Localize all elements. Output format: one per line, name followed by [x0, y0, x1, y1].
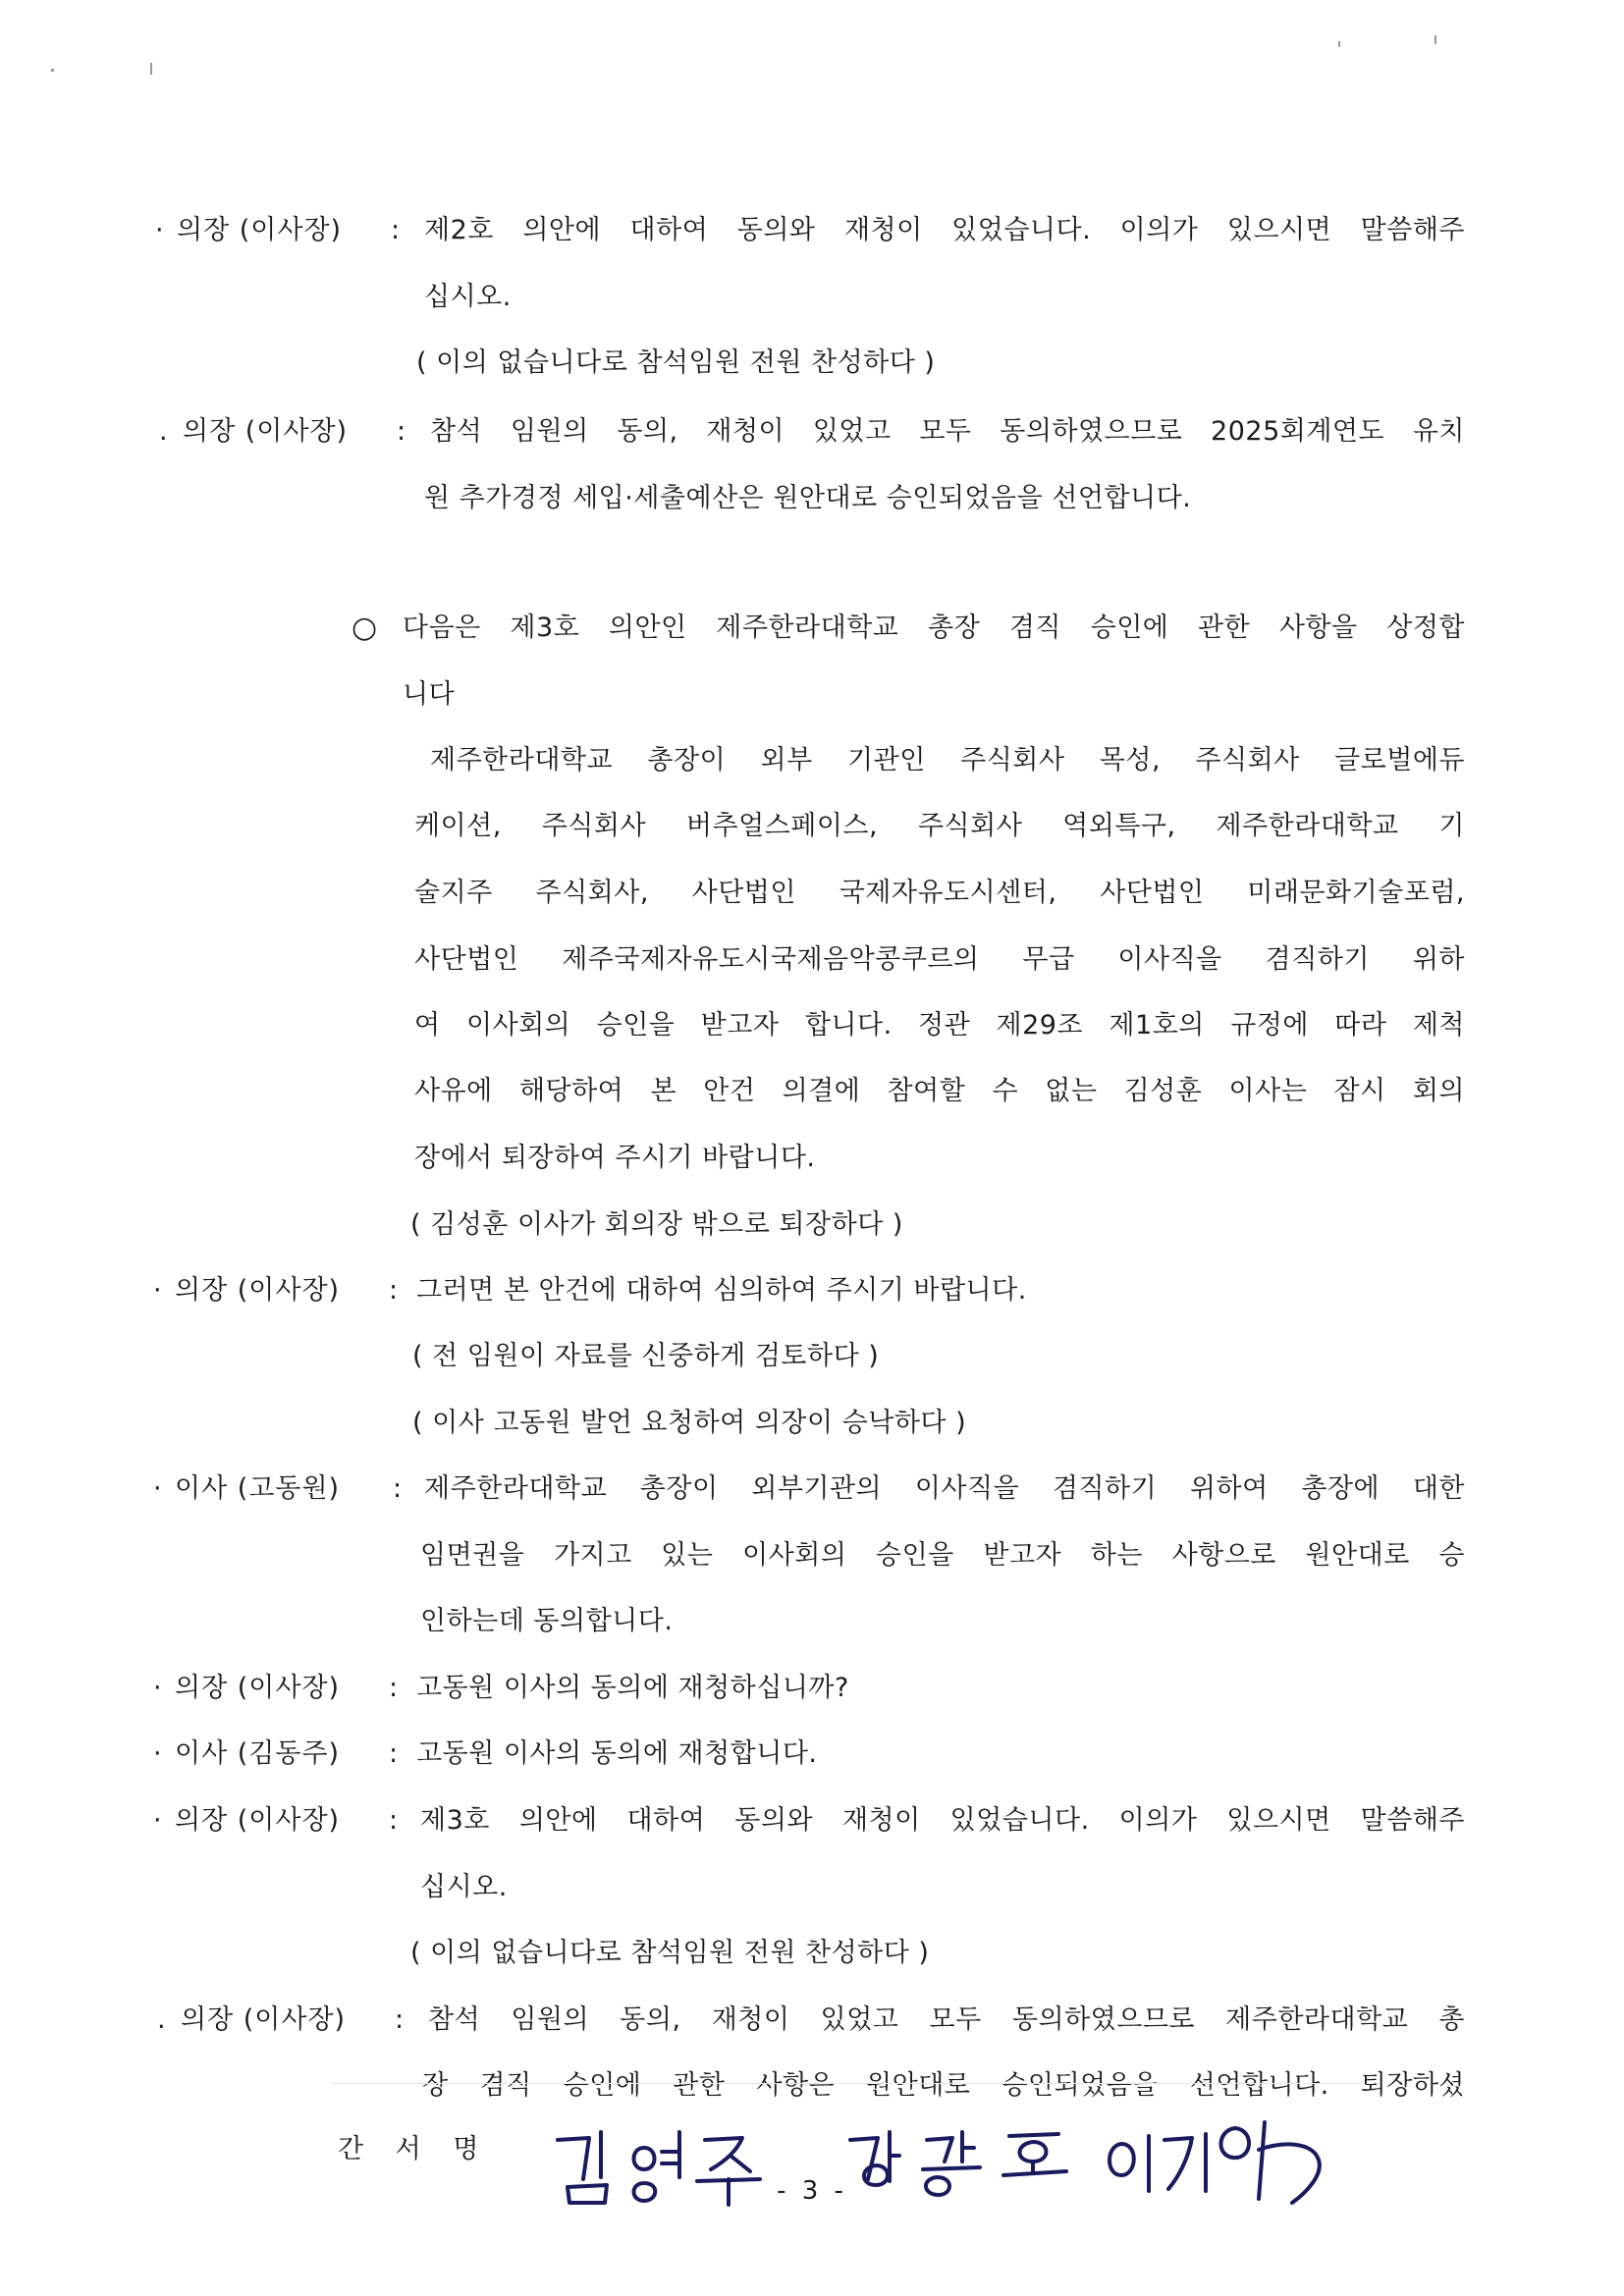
speaker-label: 의장 (이사장): [175, 1805, 341, 1836]
parenthetical-note: ( 이의 없습니다로 참석임원 전원 찬성하다 ): [416, 347, 936, 378]
bullet: ·: [155, 215, 164, 245]
speaker-colon: :: [393, 1473, 403, 1504]
bullet: .: [159, 416, 168, 447]
bullet: ·: [153, 1673, 162, 1703]
speaker-label: 이사 (고동원): [175, 1473, 341, 1504]
parenthetical-note: ( 이의 없습니다로 참석임원 전원 찬성하다 ): [410, 1938, 930, 1968]
text-line: 사단법인 제주국제자유도시국제음악콩쿠르의 무급 이사직을 겸직하기 위하: [414, 944, 1465, 975]
text-line: 케이션, 주식회사 버추얼스페이스, 주식회사 역외특구, 제주한라대학교 기: [414, 811, 1465, 841]
text-line: 제주한라대학교 총장이 외부 기관인 주식회사 목성, 주식회사 글로벌에듀: [430, 745, 1465, 775]
text-line: 십시오.: [420, 1872, 508, 1902]
scan-speck: [51, 69, 54, 72]
speaker-label: 이사 (김동주): [175, 1738, 341, 1769]
text-line: 제주한라대학교 총장이 외부기관의 이사직을 겸직하기 위하여 총장에 대한: [424, 1473, 1465, 1504]
speaker-colon: :: [391, 215, 401, 245]
agenda-heading: 니다: [403, 679, 456, 710]
text-line: 인하는데 동의합니다.: [420, 1606, 674, 1636]
speaker-colon: :: [397, 416, 406, 447]
speaker-label: 의장 (이사장): [181, 2004, 347, 2035]
bullet: ·: [153, 1275, 162, 1306]
bullet: ·: [153, 1473, 162, 1504]
speaker-colon: :: [389, 1805, 399, 1836]
scan-speck: [1435, 35, 1436, 44]
speaker-label: 의장 (이사장): [177, 215, 343, 245]
signature-label: 간 서 명: [338, 2134, 491, 2164]
text-line: 제2호 의안에 대하여 동의와 재청이 있었습니다. 이의가 있으시면 말씀해주: [424, 215, 1465, 245]
speaker-colon: :: [389, 1738, 399, 1769]
text-line: 제3호 의안에 대하여 동의와 재청이 있었습니다. 이의가 있으시면 말씀해주: [420, 1805, 1465, 1836]
text-line: 사유에 해당하여 본 안건 의결에 참여할 수 없는 김성훈 이사는 잠시 회의: [414, 1076, 1465, 1106]
parenthetical-note: ( 김성훈 이사가 회의장 밖으로 퇴장하다 ): [410, 1209, 903, 1240]
text-line: 고동원 이사의 동의에 재청하십니까?: [416, 1673, 849, 1703]
speaker-label: 의장 (이사장): [175, 1275, 341, 1306]
text-line: 십시오.: [424, 282, 512, 312]
text-line: 참석 임원의 동의, 재청이 있었고 모두 동의하였으므로 제주한라대학교 총: [428, 2004, 1465, 2035]
scan-speck: [1338, 41, 1340, 47]
parenthetical-note: ( 전 임원이 자료를 신중하게 검토하다 ): [412, 1341, 880, 1371]
bullet: ·: [153, 1738, 162, 1769]
agenda-heading: 다음은 제3호 의안인 제주한라대학교 총장 겸직 승인에 관한 사항을 상정합: [403, 613, 1465, 643]
text-line: 장 겸직 승인에 관한 사항은 원안대로 승인되었음을 선언합니다. 퇴장하셨: [422, 2070, 1465, 2101]
bullet: .: [157, 2004, 166, 2035]
scan-speck: [150, 63, 152, 75]
text-line: 원 추가경정 세입·세출예산은 원안대로 승인되었음을 선언합니다.: [424, 483, 1192, 513]
agenda-circle: ○: [352, 611, 378, 645]
speaker-colon: :: [395, 2004, 405, 2035]
page-number: - 3 -: [777, 2176, 847, 2206]
parenthetical-note: ( 이사 고동원 발언 요청하여 의장이 승낙하다 ): [412, 1408, 967, 1438]
text-line: 임면권을 가지고 있는 이사회의 승인을 받고자 하는 사항으로 원안대로 승: [420, 1540, 1465, 1571]
text-line: 그러면 본 안건에 대하여 심의하여 주시기 바랍니다.: [416, 1275, 1027, 1306]
text-line: 여 이사회의 승인을 받고자 합니다. 정관 제29조 제1호의 규정에 따라 제척: [414, 1010, 1465, 1041]
bullet: ·: [153, 1805, 162, 1836]
speaker-label: 의장 (이사장): [175, 1673, 341, 1703]
speaker-colon: :: [389, 1275, 399, 1306]
text-line: 술지주 주식회사, 사단법인 국제자유도시센터, 사단법인 미래문화기술포럼,: [414, 878, 1465, 908]
speaker-label: 의장 (이사장): [183, 416, 349, 447]
text-line: 고동원 이사의 동의에 재청합니다.: [416, 1738, 818, 1769]
speaker-colon: :: [389, 1673, 399, 1703]
text-line: 장에서 퇴장하여 주시기 바랍니다.: [414, 1143, 816, 1173]
text-line: 참석 임원의 동의, 재청이 있었고 모두 동의하였으므로 2025회계연도 유치: [430, 416, 1465, 447]
